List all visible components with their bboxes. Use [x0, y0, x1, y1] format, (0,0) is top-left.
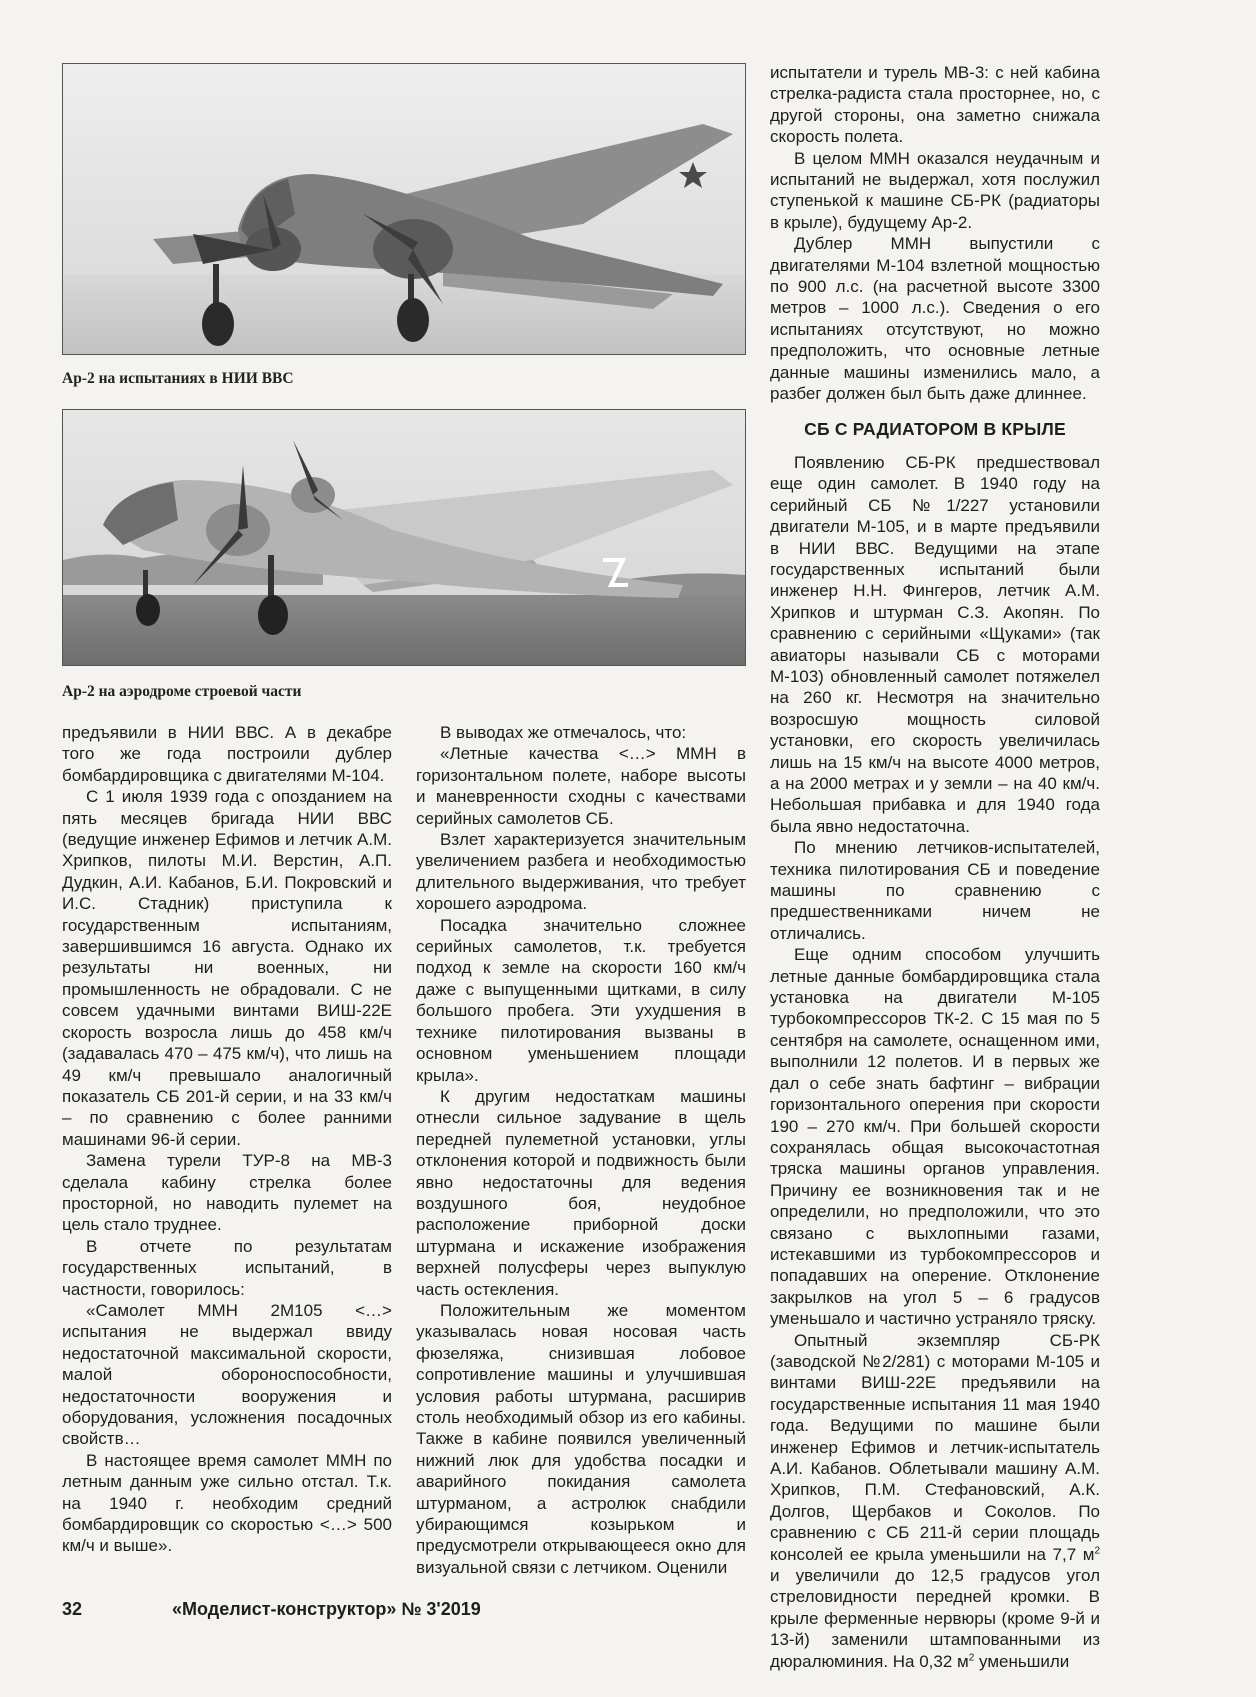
aircraft-photo-1 [63, 64, 745, 354]
photo-ar2-nii-vvs [62, 63, 746, 355]
article-column-right [770, 62, 1100, 1672]
paragraph: «Летные качества <…> ММН в горизонтальном полете, наборе высоты и маневренности сходны с качествами серийных самолетов СБ. [416, 744, 746, 828]
paragraph: К другим недостаткам машины отнесли сильное задувание в щель передней пулеметной установки, углы отклонения которой и подвижность были явно недостаточны для ведения воздушного боя, неудобное расположение приборной доски штурмана и искажение изображения верхней полусферы через выпуклую часть остекления. [416, 1086, 746, 1299]
paragraph: Посадка значительно сложнее серийных самолетов, т.к. требуется подход к земле на скорости 160 км/ч даже с выпущенными щитками, в силу большого пробега. Эти ухудшения в технике пилотирования вызваны в основном уменьшением площади крыла». [416, 915, 746, 1085]
text-span: и увеличили до 12,5 градусов угол стреловидности передней кромки. В крыле ферменные нервюры (кроме 9-й и 13-й) заменили штампованными из дюралюминия. На 0,32 м [770, 1566, 1100, 1671]
figure-caption-2: Ар-2 на аэродроме строевой части [62, 683, 302, 700]
paragraph: В отчете по результатам государственных испытаний, в частности, говорилось: [62, 1236, 392, 1299]
paragraph: предъявили в НИИ ВВС. А в декабре того же года построили дублер бомбардировщика с двигателями М-104. [62, 723, 392, 785]
section-heading: СБ С РАДИАТОРОМ В КРЫЛЕ [804, 418, 1066, 439]
page-number: 32 [62, 1599, 83, 1619]
paragraph: В целом ММН оказался неудачным и испытаний не выдержал, хотя послужил ступенькой к машине СБ-РК (радиаторы в крыле), будущему Ар-2. [770, 148, 1100, 232]
paragraph: Положительным же моментом указывалась новая носовая часть фюзеляжа, снизившая лобовое сопротивление машины и улучшившая условия работы штурмана, расширив столь необходимый обзор из его кабины. Также в кабине появился увеличенный нижний люк для удобства посадки и аварийного покидания самолета штурманом, а астролюк снабдили убирающимся козырьком и предусмотрели открывающееся окно для визуальной связи с летчиком. Оценили [416, 1300, 746, 1577]
paragraph: Появлению СБ-РК предшествовал еще один самолет. В 1940 году на серийный СБ №1/227 установили двигатели М-105, и в марте предъявили в НИИ ВВС. Ведущими на этапе государственных испытаний были инженер Н.Н. Фингеров, летчик А.М. Хрипков и штурман С.З. Акопян. По сравнению с серийными «Щуками» (так авиаторы называли СБ с моторами М-103) обновленный самолет потяжелел на 260 кг. Несмотря на значительно возросшую мощность силовой установки, его скорость увеличилась лишь на 15 км/ч на высоте 4000 метров, а на 2000 метрах и у земли – на 40 км/ч. Небольшая прибавка и для 1940 года была явно недостаточна. [770, 452, 1100, 836]
paragraph: Взлет характеризуется значительным увеличением разбега и необходимостью длительного выдерживания, что требует хорошего аэродрома. [416, 830, 746, 914]
paragraph: Дублер ММН выпустили с двигателями М-104 взлетной мощностью по 900 л.с. (на расчетной высоте 3300 метров – 1000 л.с.). Сведения о его испытаниях отсутствуют, но можно предположить, что основные летные данные машины изменились мало, а разбег должен был быть даже длиннее. [770, 234, 1100, 404]
text-span: уменьшили [974, 1651, 1070, 1671]
superscript: 2 [968, 1652, 975, 1663]
paragraph: В выводах же отмечалось, что: [440, 723, 687, 742]
paragraph: В настоящее время самолет ММН по летным данным уже сильно отстал. Т.к. на 1940 г. необходим средний бомбардировщик со скоростью <…> 500 км/ч и выше». [62, 1450, 392, 1556]
paragraph: С 1 июля 1939 года с опозданием на пять месяцев бригада НИИ ВВС (ведущие инженер Ефимов и летчик А.М. Хрипков, пилоты М.И. Верстин, А.П. Дудкин, А.И. Кабанов, Б.И. Покровский и И.С. Стадник) приступила к государственным испытаниям, завершившимся 16 августа. Однако их результаты ни военных, ни промышленность не обрадовали. С не совсем удачными винтами ВИШ-22Е скорость возросла лишь до 458 км/ч (задавалась 470 – 475 км/ч), что лишь на 49 км/ч превышало аналогичный показатель СБ 201-й серии, и на 33 км/ч – по сравнению с более ранними машинами 96-й серии. [62, 787, 392, 1149]
article-column-middle [416, 722, 746, 1578]
figure-caption-1: Ар-2 на испытаниях в НИИ ВВС [62, 370, 294, 387]
superscript: 2 [1094, 1544, 1100, 1556]
aircraft-photo-2 [63, 410, 745, 665]
paragraph: По мнению летчиков-испытателей, техника пилотирования СБ и поведение машины по сравнению с предшественниками ничем не отличались. [770, 838, 1100, 943]
paragraph: Еще одним способом улучшить летные данные бомбардировщика стала установка на двигатели М-105 турбокомпрессоров ТК-2. С 15 мая по 5 сентября на самолете, оснащенном ими, выполнили 12 полетов. И в первых же дал о себе знать бафтинг – вибрации горизонтального оперения при скорости 190 – 270 км/ч. При большей скорости сохранялась общая высокочастотная тряска машины органов управления. Причину ее возникновения так и не определили, но предположили, что это связано с выхлопными газами, истекавшими из турбокомпрессоров и попадавших на оперение. Отклонение закрылков на угол 5 – 6 градусов уменьшало и частично устраняло тряску. [770, 945, 1100, 1329]
text-span: Опытный экземпляр СБ-РК (заводской №2/281) с моторами М-105 и винтами ВИШ-22Е предъявили на государственные испытания 11 мая 1940 года. Ведущими по машине были инженер Ефимов и летчик-испытатель А.И. Кабанов. Облетывали машину А.М. Хрипков, П.М. Стефановский, А.К. Долгов, Щербаков и Соколов. По сравнению с СБ 211-й серии площадь консолей ее крыла уменьшили на 7,7 м [770, 1330, 1100, 1564]
paragraph: «Самолет ММН 2М105 <…> испытания не выдержал ввиду недостаточной максимальной скорости, малой обороноспособности, недостаточности вооружения и оборудования, усложнения посадочных свойств… [62, 1300, 392, 1449]
paragraph: испытатели и турель МВ-3: с ней кабина стрелка-радиста стала просторнее, но, с другой стороны, она заметно снижала скорость полета. [770, 63, 1100, 147]
paragraph: Замена турели ТУР-8 на МВ-3 сделала кабину стрелка более просторной, но наводить пулемет на цель стало труднее. [62, 1151, 392, 1235]
photo-ar2-airfield [62, 409, 746, 666]
article-column-left [62, 722, 392, 1557]
journal-title: «Моделист-конструктор» № 3'2019 [172, 1599, 481, 1619]
paragraph [770, 1330, 1100, 1673]
